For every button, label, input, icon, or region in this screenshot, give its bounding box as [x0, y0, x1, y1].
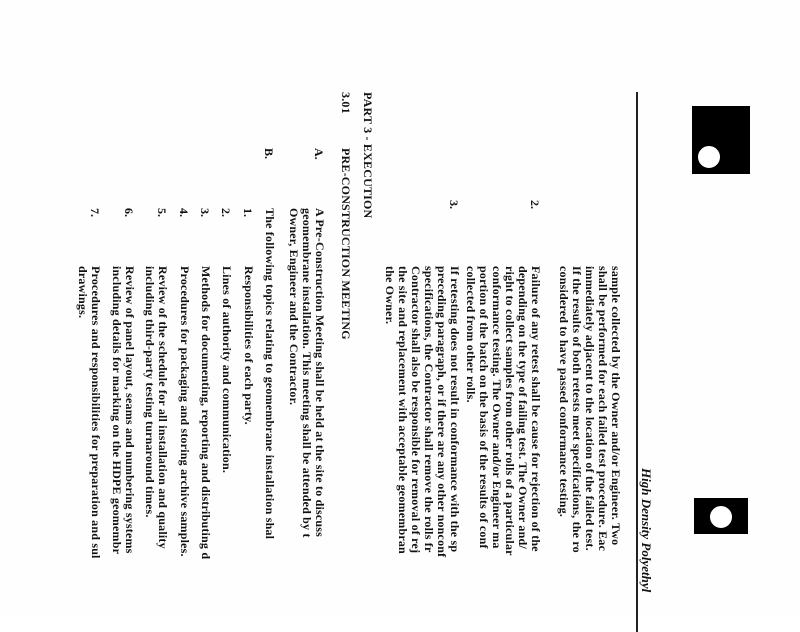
text-line: Owner, Engineer and the Contractor.	[287, 208, 301, 406]
list-item-number: 6.	[122, 208, 136, 217]
text-line: right to collect samples from other rolls of a particular	[503, 266, 517, 556]
text-line: specifications, the Contractor shall remove the rolls fr	[422, 266, 436, 553]
list-item-text: Review of the schedule for all installation and quality	[156, 266, 170, 549]
text-line: considered to have passed conformance testing.	[557, 266, 571, 517]
list-item-number: 2.	[528, 200, 542, 209]
list-item-text: Review of panel layout, seams and numbering systems	[123, 266, 137, 554]
list-item-text: Responsibilities of each party.	[242, 266, 256, 425]
list-item-text: Procedures for packaging and storing archive samples.	[178, 266, 192, 557]
page-header-title: High Density Polyethyl	[639, 468, 654, 593]
text-line: the Owner.	[383, 266, 397, 325]
text-line: geomembrane installation. This meeting shall be attended by t	[300, 208, 314, 538]
list-item-number: 2.	[219, 208, 233, 217]
list-item-text-continued: drawings.	[76, 266, 90, 319]
text-line: Failure of any retest shall be cause for rejection of the	[529, 266, 543, 552]
punch-hole-top	[696, 144, 722, 170]
text-line: If retesting does not result in conformance with the sp	[448, 266, 462, 553]
section-title: PRE-CONSTRUCTION MEETING	[339, 148, 353, 340]
text-line: shall be performed for each failed test procedure. Eac	[596, 266, 610, 552]
section-number: 3.01	[339, 92, 353, 114]
list-item-text: Procedures and responsibilities for preparation and sul	[89, 266, 103, 559]
list-item-number: 7.	[88, 208, 102, 217]
list-item-text-continued: including third-party testing turnaround times.	[143, 266, 157, 518]
list-item-number: 3.	[198, 208, 212, 217]
text-line: Contractor shall also be responsible for removal of rej	[409, 266, 423, 554]
text-line: conformance testing. The Owner and/or Engineer ma	[490, 266, 504, 549]
list-item-text: Methods for documenting, reporting and distributing d	[199, 266, 213, 560]
text-line: collected from other rolls.	[464, 266, 478, 403]
text-line: portion of the batch on the basis of the results of conf	[477, 266, 491, 549]
list-item-number: 4.	[177, 208, 191, 217]
binder-tab-bottom	[694, 498, 748, 534]
punch-hole-bottom	[708, 504, 734, 530]
list-item-number: 3.	[447, 200, 461, 209]
text-line: The following topics relating to geomembrane installation shal	[263, 208, 277, 540]
binder-tab-top	[692, 106, 750, 174]
part-heading: PART 3 - EXECUTION	[361, 92, 375, 219]
header-rule	[636, 92, 638, 632]
list-item-text: Lines of authority and communication.	[220, 266, 234, 474]
text-line: A Pre-Construction Meeting shall be held at the site to discuss	[313, 208, 327, 538]
list-item-text-continued: including details for marking on the HDPE geomembr	[110, 266, 124, 555]
text-line: sample collected by the Owner and/or Engineer. Two	[609, 266, 623, 546]
text-line: immediately adjacent to the location of the failed test.	[583, 266, 597, 551]
paragraph-letter: A.	[312, 148, 326, 160]
paragraph-letter: B.	[262, 148, 276, 160]
text-line: depending on the type of failing test. The Owner and/	[516, 266, 530, 549]
text-line: the site and replacement with acceptable geomembran	[396, 266, 410, 554]
list-item-number: 1.	[241, 208, 255, 217]
text-line: If the results of both retests meet specifications, the ro	[570, 266, 584, 553]
list-item-number: 5.	[155, 208, 169, 217]
text-line: preceding paragraph, or if there are any other nonconf	[435, 266, 449, 558]
